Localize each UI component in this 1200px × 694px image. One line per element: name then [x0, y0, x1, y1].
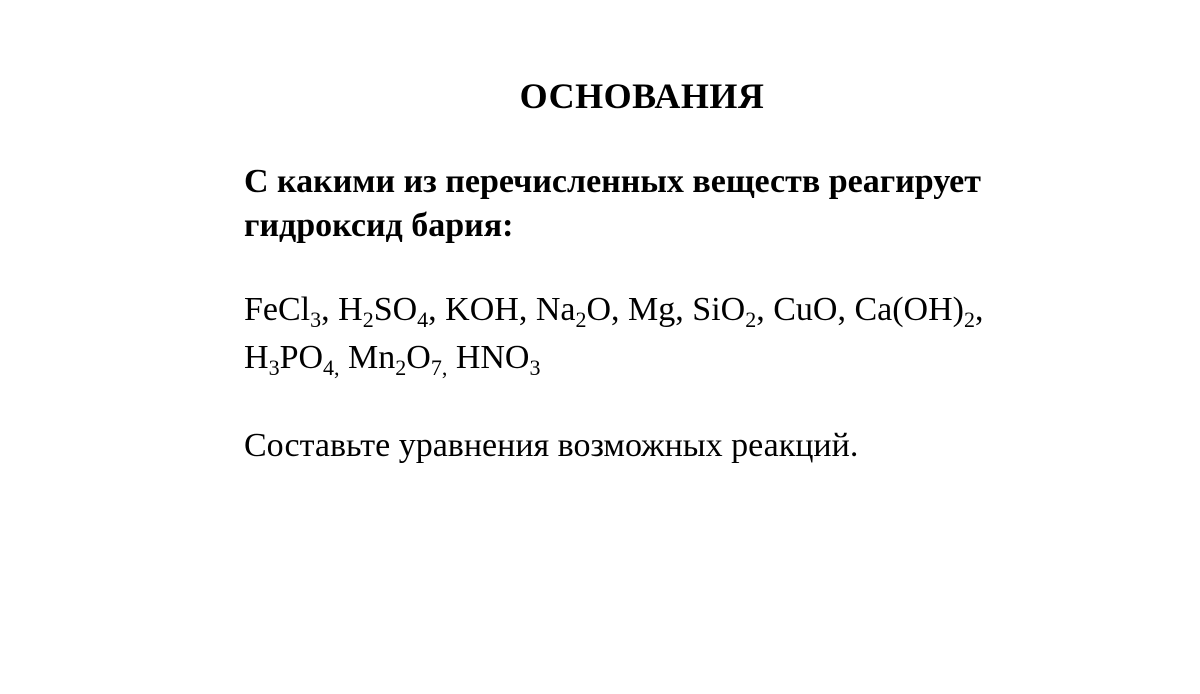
- chemical-formula: SiO$_2$: [692, 291, 757, 332]
- chemical-formula: CuO: [773, 291, 838, 328]
- chemical-formula: $Ca(OH)_2$: [854, 291, 975, 332]
- formula-list: [244, 286, 1104, 382]
- chemical-formula: FeCl$_3$: [244, 291, 322, 332]
- task-text: Составьте уравнения возможных реакций.: [244, 427, 859, 464]
- formula-line: FeCl$_3$, $H_2SO_4$, KOH, $Na_2O$, Mg, SiO$_2$, CuO, $Ca(OH)_2$,: [244, 291, 984, 332]
- question-text: С какими из перечисленных веществ реагирует гидроксид бария:: [244, 163, 981, 244]
- chemical-formula: $Mn_2O_{7,}$: [348, 339, 448, 380]
- chemical-formula: Mg: [628, 291, 676, 328]
- chemical-formula: KOH: [445, 291, 519, 328]
- chemical-formula: $HNO_3$: [455, 339, 541, 380]
- chemical-formula: $Na_2O$: [535, 291, 612, 332]
- slide-title: ОСНОВАНИЯ: [519, 76, 765, 116]
- chemical-formula: $H_2SO_4$: [338, 291, 429, 332]
- formula-line: [244, 334, 1104, 382]
- chemical-formula: $H_3PO_{4,}$: [244, 339, 340, 380]
